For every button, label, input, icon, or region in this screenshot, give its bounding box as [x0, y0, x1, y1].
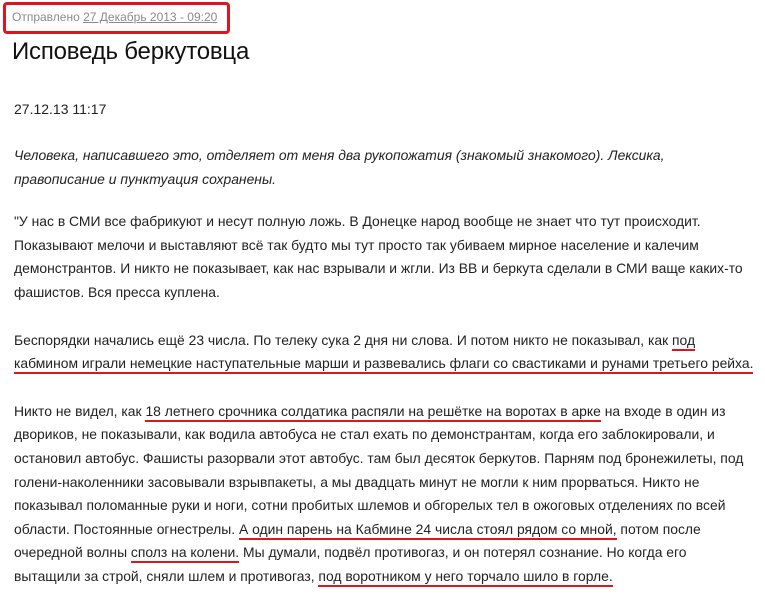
article-title: Исповедь беркутовца [12, 38, 250, 65]
paragraph-2 [14, 329, 754, 376]
paragraph-1: "У нас в СМИ все фабрикуют и несут полную ложь. В Донецке народ вообще не знает что тут происходит. Показывают мелочи и выставляют всё так будто мы тут просто так убиваем мирное население и калечим демонстрантов. И никто не показывает, как нас взрывали и жгли. Из ВВ и беркута сделали в СМИ ваще каких-то фашистов. Вся пресса куплена. [14, 213, 743, 300]
paragraph-3 [14, 400, 754, 589]
highlighted-phrase: под воротником у него торчало шило в горле. [318, 568, 612, 587]
paragraph-3-text: на входе в один из двориков, не показывали, как водила автобуса не стал ехать по демонстрантам, когда его заблокировали, и остановил автобус. Фашисты разорвали этот автобус. там был десяток беркутов. Парням под бронежилеты, под голени-наколенники засовывали взрывпакеты, а мы двадцать минут не могли к ним прорваться. Никто не показывал поломанные руки и ноги, сотни пробитых шлемов и обгорелых тел в ожоговых отделениях по всей области. Постоянные огнестрелы. [14, 402, 744, 537]
sent-label: Отправлено [12, 10, 80, 24]
highlighted-phrase: под кабмином играли немецкие наступательные марши и развевались флаги со свастиками и рунами третьего рейха. [14, 332, 753, 375]
article-body [14, 144, 754, 613]
highlighted-phrase: А один парень на Кабмине 24 числа стоял рядом со мной, [239, 521, 617, 540]
highlighted-phrase: сполз на колени. [131, 544, 239, 563]
sent-date[interactable]: 27 Декабрь 2013 - 09:20 [83, 10, 218, 24]
paragraph-3-text: Мы думали, подвёл противогаз, и он потерял сознание. Но когда его вытащили за строй, сняли шлем и противогаз, [14, 544, 687, 584]
intro-paragraph: Человека, написавшего это, отделяет от меня два рукопожатия (знакомый знакомого). Лексика, правописание и пунктуация сохранены. [14, 147, 665, 187]
paragraph-2-text: Беспорядки начались ещё 23 числа. По телеку сука 2 дня ни слова. И потом никто не показывал, как [14, 331, 673, 348]
paragraph-3-text: Никто не видел, как [14, 402, 146, 419]
sent-meta [12, 10, 217, 24]
post-date: 27.12.13 11:17 [14, 101, 107, 117]
highlighted-phrase: 18 летнего срочника солдатика распяли на решётке на воротах в арке [145, 403, 600, 422]
paragraph-3-text: потом после очередной волны [14, 520, 701, 561]
